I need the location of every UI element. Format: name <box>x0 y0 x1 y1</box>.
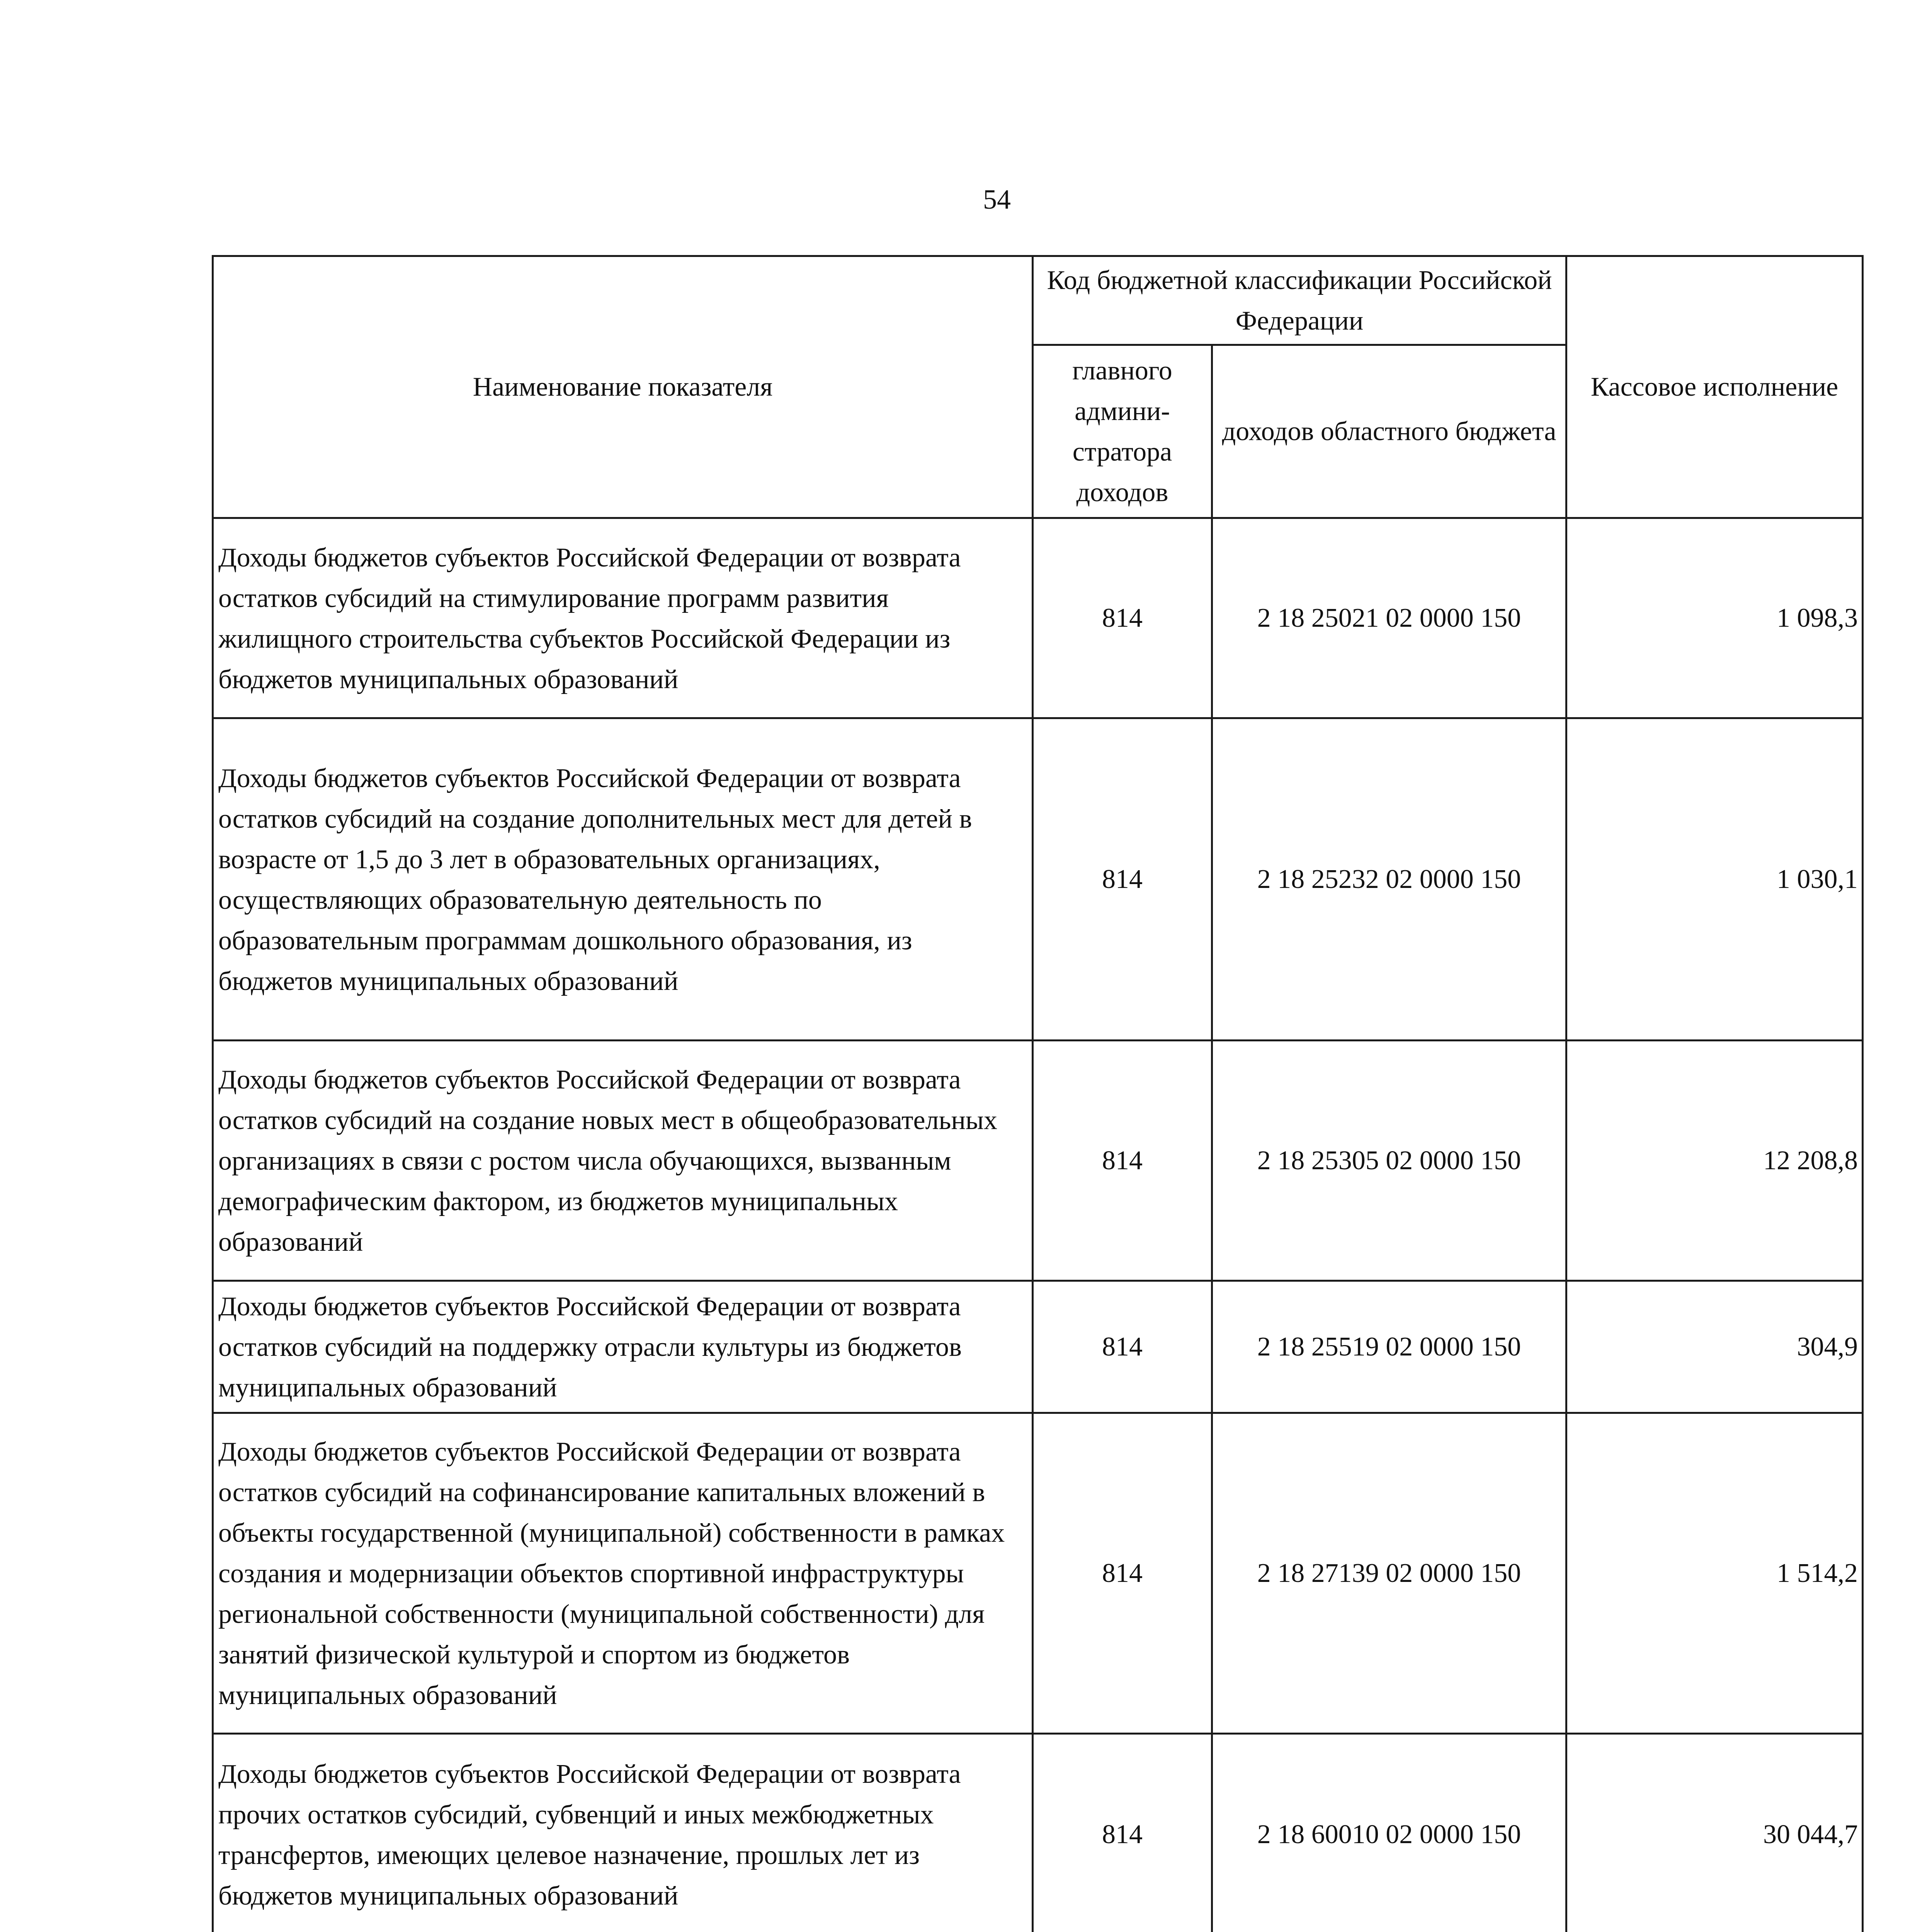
header-cash-execution: Кассовое исполнение <box>1566 256 1863 518</box>
income-code: 2 18 25305 02 0000 150 <box>1212 1041 1566 1281</box>
income-code: 2 18 25519 02 0000 150 <box>1212 1281 1566 1413</box>
table-row <box>213 718 1863 1041</box>
header-classification-code: Код бюджетной классификации Российской Федерации <box>1033 256 1566 345</box>
income-code: 2 18 25021 02 0000 150 <box>1212 518 1566 718</box>
income-code: 2 18 27139 02 0000 150 <box>1212 1413 1566 1734</box>
page-number: 54 <box>983 184 1011 215</box>
admin-code: 814 <box>1033 518 1212 718</box>
header-indicator-name: Наименование показателя <box>213 256 1033 518</box>
header-regional-income: доходов областного бюджета <box>1212 345 1566 518</box>
cash-amount: 12 208,8 <box>1566 1041 1863 1281</box>
income-code: 2 18 60010 02 0000 150 <box>1212 1734 1566 1932</box>
header-chief-administrator: главного админи- стратора доходов <box>1033 345 1212 518</box>
table-body <box>213 518 1863 1932</box>
table-row <box>213 1041 1863 1281</box>
table-row <box>213 1734 1863 1932</box>
indicator-name: Доходы бюджетов субъектов Российской Федерации от возврата остатков субсидий на софинансирование капитальных вложений в объекты государственной (муниципальной) собственности в рамках создания и модернизации объектов спортивной инфраструктуры региональной собственности (муниципальной собственности) для занятий физической культурой и спортом из бюджетов муниципальных образований <box>213 1413 1033 1734</box>
indicator-name: Доходы бюджетов субъектов Российской Федерации от возврата остатков субсидий на поддержку отрасли культуры из бюджетов муниципальных образований <box>213 1281 1033 1413</box>
cash-amount: 1 514,2 <box>1566 1413 1863 1734</box>
table-row <box>213 1413 1863 1734</box>
admin-code: 814 <box>1033 1413 1212 1734</box>
cash-amount: 30 044,7 <box>1566 1734 1863 1932</box>
cash-amount: 1 030,1 <box>1566 718 1863 1041</box>
cash-amount: 1 098,3 <box>1566 518 1863 718</box>
table-row <box>213 1281 1863 1413</box>
indicator-name: Доходы бюджетов субъектов Российской Федерации от возврата остатков субсидий на стимулирование программ развития жилищного строительства субъектов Российской Федерации из бюджетов муниципальных образований <box>213 518 1033 718</box>
cash-amount: 304,9 <box>1566 1281 1863 1413</box>
admin-code: 814 <box>1033 718 1212 1041</box>
table-row <box>213 518 1863 718</box>
indicator-name: Доходы бюджетов субъектов Российской Федерации от возврата остатков субсидий на создание новых мест в общеобразовательных организациях в связи с ростом числа обучающихся, вызванным демографическим фактором, из бюджетов муниципальных образований <box>213 1041 1033 1281</box>
budget-income-table <box>212 255 1864 1932</box>
indicator-name: Доходы бюджетов субъектов Российской Федерации от возврата прочих остатков субсидий, субвенций и иных межбюджетных трансфертов, имеющих целевое назначение, прошлых лет из бюджетов муниципальных образований <box>213 1734 1033 1932</box>
admin-code: 814 <box>1033 1281 1212 1413</box>
indicator-name: Доходы бюджетов субъектов Российской Федерации от возврата остатков субсидий на создание дополнительных мест для детей в возрасте от 1,5 до 3 лет в образовательных организациях, осуществляющих образовательную деятельность по образовательным программам дошкольного образования, из бюджетов муниципальных образований <box>213 718 1033 1041</box>
income-code: 2 18 25232 02 0000 150 <box>1212 718 1566 1041</box>
table-header <box>213 256 1863 518</box>
admin-code: 814 <box>1033 1734 1212 1932</box>
admin-code: 814 <box>1033 1041 1212 1281</box>
